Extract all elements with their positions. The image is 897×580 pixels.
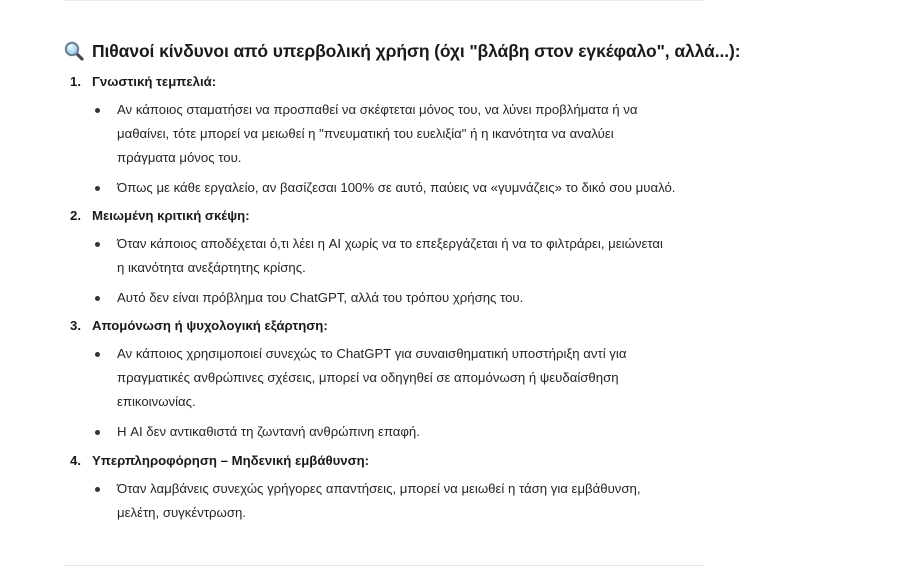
bullet-text-line: Αν κάποιος σταματήσει να προσπαθεί να σκέφτεται μόνος του, να λύνει προβλήματα ή να [117,102,638,117]
bullet-text-line: πράγματα μόνος του. [117,150,242,165]
magnifier-icon [64,41,84,61]
section-number: 3. [70,318,81,333]
bullet-text-line: μαθαίνει, τότε μπορεί να μειωθεί η "πνευματική του ευελιξία" ή η ικανότητα να αναλύει [117,126,614,141]
bullet-item [64,176,724,200]
risk-section [64,316,724,444]
bullet-text-line: Όταν λαμβάνεις συνεχώς γρήγορες απαντήσεις, μπορεί να μειωθεί η τάση για εμβάθυνση, [117,481,641,496]
section-heading [64,38,741,64]
bullet-item [64,286,724,310]
section-number: 4. [70,453,81,468]
bullet-item [64,232,724,280]
bullet-text-line: Η AI δεν αντικαθιστά τη ζωντανή ανθρώπινη επαφή. [117,424,420,439]
bullet-dot-icon [95,186,100,191]
section-number: 2. [70,208,81,223]
bullet-item [64,98,724,170]
bullet-item [64,342,724,414]
bottom-divider [64,565,704,566]
bullet-list [64,477,724,525]
section-title-text: Γνωστική τεμπελιά: [92,74,217,89]
bullet-text-line: η ικανότητα ανεξάρτητης κρίσης. [117,260,306,275]
bullet-text-line: Αν κάποιος χρησιμοποιεί συνεχώς το ChatGPT για συναισθηματική υποστήριξη αντί για [117,346,627,361]
message-content [64,38,741,525]
bullet-list [64,232,724,310]
bullet-text-line: μελέτη, συγκέντρωση. [117,505,246,520]
section-title-text: Υπερπληροφόρηση – Μηδενική εμβάθυνση: [92,453,370,468]
section-title-text: Απομόνωση ή ψυχολογική εξάρτηση: [92,318,328,333]
bullet-list [64,98,724,200]
risk-section [64,451,724,525]
bullet-text-line: Όταν κάποιος αποδέχεται ό,τι λέει η AI χωρίς να το επεξεργάζεται ή να το φιλτράρει, μειώνεται [117,236,663,251]
bullet-text-line: επικοινωνίας. [117,394,196,409]
bullet-dot-icon [95,242,100,247]
bullet-dot-icon [95,108,100,113]
section-title [64,451,724,471]
bullet-dot-icon [95,487,100,492]
bullet-dot-icon [95,352,100,357]
bullet-item [64,420,724,444]
top-divider [64,0,704,1]
section-title [64,316,724,336]
risk-list [64,72,724,525]
section-number: 1. [70,74,81,89]
bullet-dot-icon [95,430,100,435]
risk-section [64,72,724,200]
bullet-text-line: πραγματικές ανθρώπινες σχέσεις, μπορεί να οδηγηθεί σε απομόνωση ή ψευδαίσθηση [117,370,619,385]
bullet-dot-icon [95,296,100,301]
bullet-list [64,342,724,444]
heading-text: Πιθανοί κίνδυνοι από υπερβολική χρήση (όχι "βλάβη στον εγκέφαλο", αλλά...): [92,40,741,61]
bullet-item [64,477,724,525]
section-title [64,206,724,226]
risk-section [64,206,724,310]
bullet-text-line: Αυτό δεν είναι πρόβλημα του ChatGPT, αλλά του τρόπου χρήσης του. [117,290,524,305]
bullet-text-line: Όπως με κάθε εργαλείο, αν βασίζεσαι 100% σε αυτό, παύεις να «γυμνάζεις» το δικό σου μυαλό. [117,180,676,195]
section-title-text: Μειωμένη κριτική σκέψη: [92,208,250,223]
section-title [64,72,724,92]
